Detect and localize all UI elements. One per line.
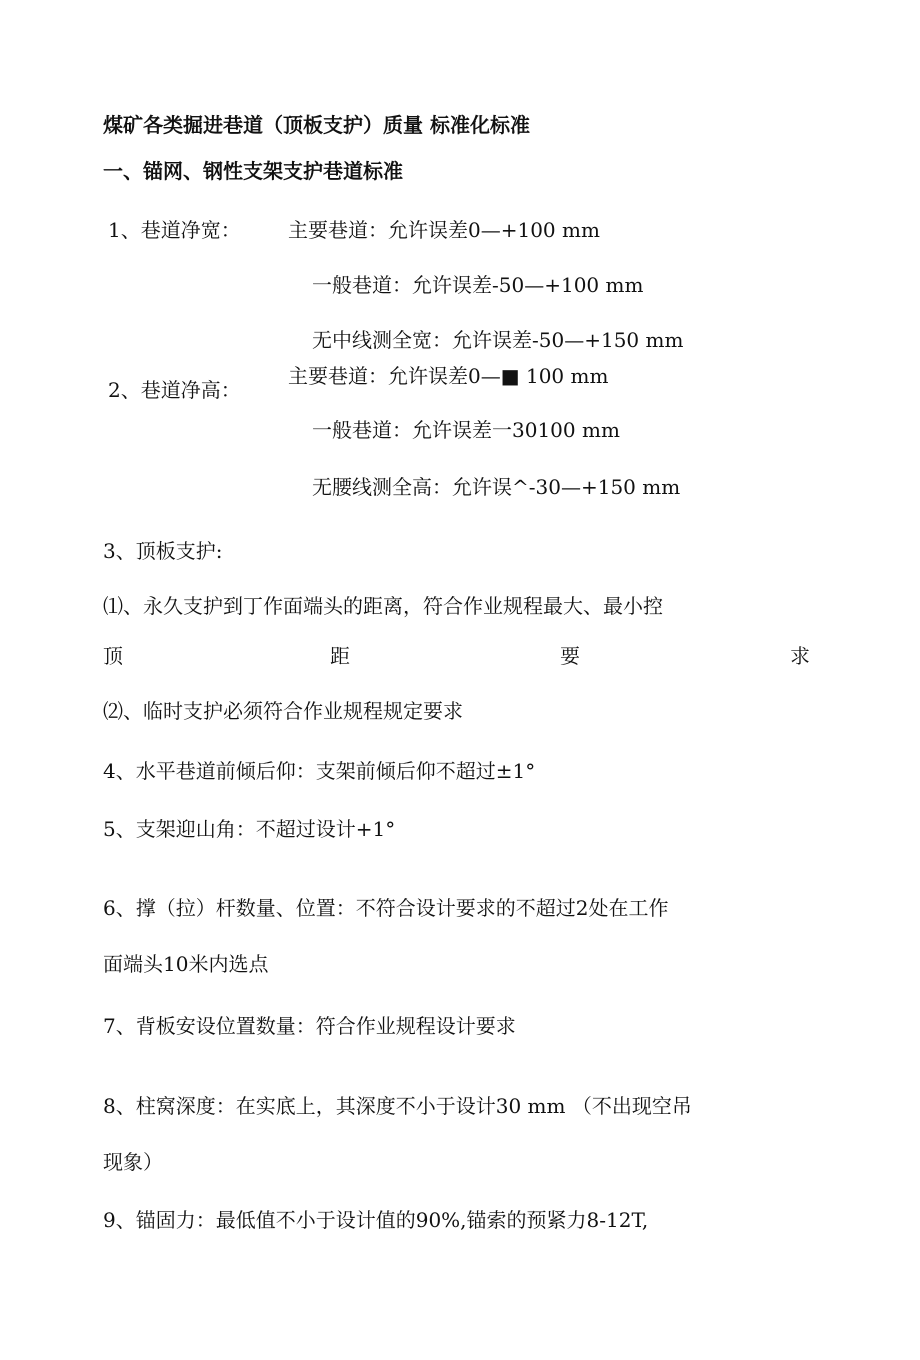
item-1-line: 主要巷道：允许误差0—+100 mm — [288, 218, 600, 242]
section-heading: 一、锚网、钢性支架支护巷道标准 — [103, 159, 403, 183]
item-2-line: 无腰线测全高：允许误^-30—+150 mm — [312, 475, 681, 499]
item-1-label: 1、巷道净宽： — [108, 218, 241, 242]
justified-char: 距 — [330, 644, 350, 668]
justified-char: 要 — [560, 644, 580, 668]
item-8-line: 现象） — [103, 1150, 163, 1174]
item-8-line: 8、柱窝深度：在实底上，其深度不小于设计30 mm （不出现空吊 — [103, 1094, 692, 1118]
item-3: 3、顶板支护: — [103, 539, 223, 563]
item-3-1-line: ⑴、永久支护到丁作面端头的距离，符合作业规程最大、最小控 — [103, 594, 663, 618]
document-title: 煤矿各类掘进巷道（顶板支护）质量 标准化标准 — [103, 113, 530, 137]
item-3-2: ⑵、临时支护必须符合作业规程规定要求 — [103, 699, 463, 723]
item-1-line: 无中线测全宽：允许误差-50—+150 mm — [312, 328, 684, 352]
item-2-line: 主要巷道：允许误差0—■ 100 mm — [288, 364, 609, 388]
item-7: 7、背板安设位置数量：符合作业规程设计要求 — [103, 1014, 516, 1038]
item-2-line: 一般巷道：允许误差一30100 mm — [312, 418, 620, 442]
justified-char: 顶 — [103, 644, 123, 668]
item-5: 5、支架迎山角：不超过设计+1° — [103, 817, 396, 841]
item-9: 9、锚固力：最低值不小于设计值的90%,锚索的预紧力8-12T, — [103, 1208, 649, 1232]
justified-char: 求 — [790, 644, 810, 668]
item-2-label: 2、巷道净高： — [108, 378, 241, 402]
item-6-line: 6、撑（拉）杆数量、位置：不符合设计要求的不超过2处在工作 — [103, 896, 669, 920]
item-6-line: 面端头10米内选点 — [103, 952, 269, 976]
item-4: 4、水平巷道前倾后仰：支架前倾后仰不超过±1° — [103, 759, 536, 783]
item-1-line: 一般巷道：允许误差-50—+100 mm — [312, 273, 644, 297]
